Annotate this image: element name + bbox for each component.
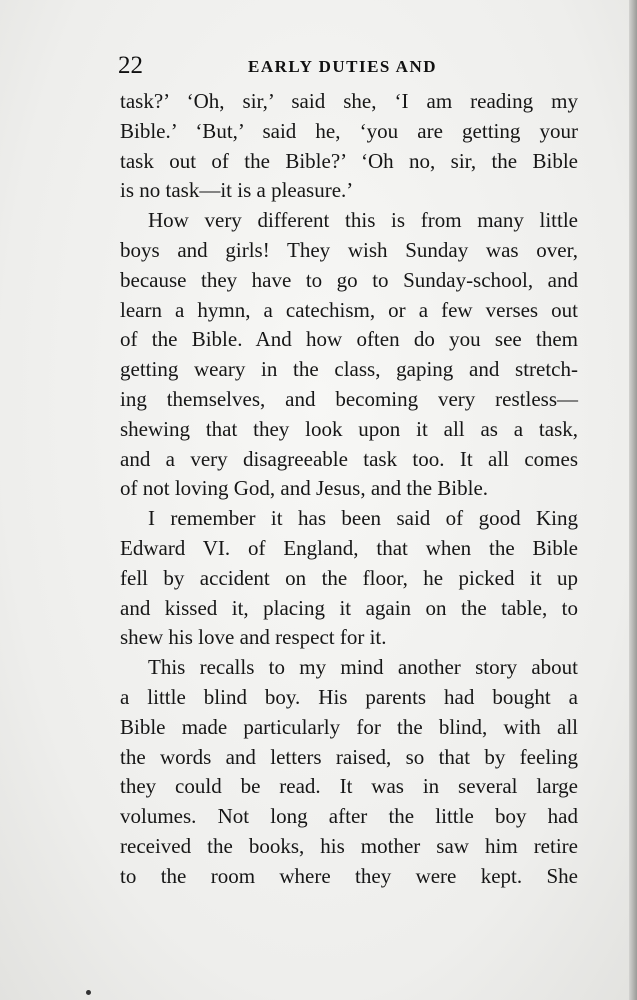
text-line: Bible made particularly for the blind, with all bbox=[120, 714, 578, 739]
text-line: the words and letters raised, so that by feeling bbox=[120, 744, 578, 769]
text-line: to the room where they were kept. She bbox=[120, 863, 578, 888]
page-number: 22 bbox=[118, 52, 143, 79]
text-line: and a very disagreeable task too. It all comes bbox=[120, 446, 578, 471]
body-text bbox=[120, 87, 578, 892]
text-line: task?’ ‘Oh, sir,’ said she, ‘I am reading my bbox=[120, 89, 578, 113]
paragraph-start-line: I remember it has been said of good King bbox=[148, 506, 578, 531]
text-line: learn a hymn, a catechism, or a few verses out bbox=[120, 297, 578, 322]
text-line: is no task—it is a pleasure.’ bbox=[120, 178, 354, 203]
ink-speck bbox=[86, 990, 91, 995]
paragraph-start-line: How very different this is from many little bbox=[148, 208, 578, 233]
text-line: volumes. Not long after the little boy had bbox=[120, 804, 578, 829]
text-line: shewing that they look upon it all as a task, bbox=[120, 416, 578, 441]
text-line: they could be read. It was in several large bbox=[120, 774, 578, 799]
text-line: getting weary in the class, gaping and stretch- bbox=[120, 357, 578, 382]
text-line: shew his love and respect for it. bbox=[120, 625, 387, 650]
text-line: because they have to go to Sunday-school, and bbox=[120, 267, 578, 292]
text-line: and kissed it, placing it again on the table, to bbox=[120, 595, 578, 620]
text-line: of the Bible. And how often do you see them bbox=[120, 327, 578, 352]
text-line: fell by accident on the floor, he picked it up bbox=[120, 565, 578, 590]
text-line: of not loving God, and Jesus, and the Bible. bbox=[120, 476, 489, 501]
text-line: Bible.’ ‘But,’ said he, ‘you are getting your bbox=[120, 118, 578, 143]
text-line: Edward VI. of England, that when the Bible bbox=[120, 535, 578, 560]
page-header bbox=[118, 50, 578, 80]
text-line: ing themselves, and becoming very restless— bbox=[120, 386, 578, 411]
running-head: EARLY DUTIES AND bbox=[248, 57, 438, 76]
page-edge-shadow bbox=[629, 0, 637, 1000]
text-line: a little blind boy. His parents had bought a bbox=[120, 684, 578, 709]
text-line: received the books, his mother saw him retire bbox=[120, 833, 578, 858]
text-line: task out of the Bible?’ ‘Oh no, sir, the Bible bbox=[120, 148, 578, 173]
paragraph-start-line: This recalls to my mind another story about bbox=[148, 655, 578, 680]
text-line: boys and girls! They wish Sunday was over, bbox=[120, 237, 578, 262]
